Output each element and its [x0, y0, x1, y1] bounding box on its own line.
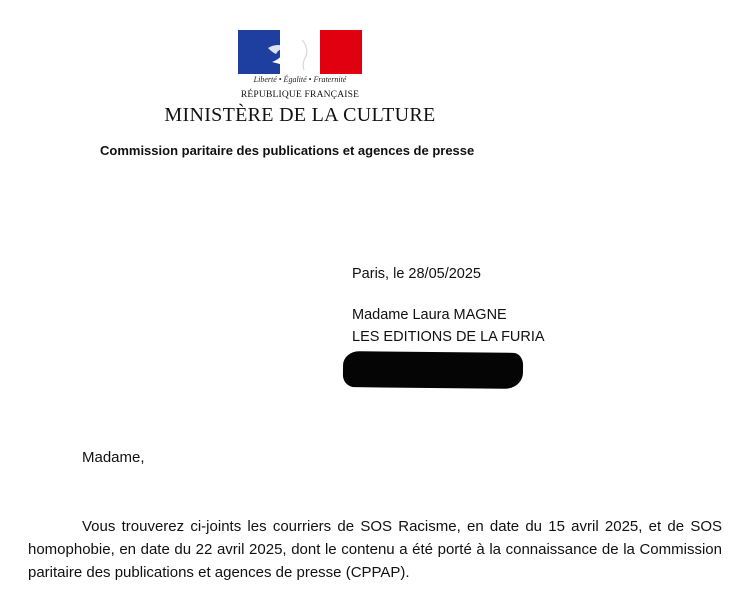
republique-francaise-text: RÉPUBLIQUE FRANÇAISE	[240, 90, 360, 100]
letter-body-paragraph: Vous trouverez ci-joints les courriers de SOS Racisme, en date du 15 avril 2025, et de SOS homophobie, en date du 22 avril 2025, dont le contenu a été porté à la connaissance de la Commission paritaire des publications et agences de presse (CPPAP).	[28, 518, 722, 581]
letter-date: Paris, le 28/05/2025	[352, 266, 481, 282]
commission-name: Commission paritaire des publications et agences de presse	[100, 143, 475, 158]
recipient-name: Madame Laura MAGNE	[352, 307, 507, 323]
motto-text: Liberté • Égalité • Fraternité	[253, 75, 347, 84]
recipient-organization: LES EDITIONS DE LA FURIA	[352, 329, 545, 345]
salutation: Madame,	[82, 449, 145, 466]
ministry-title: MINISTÈRE DE LA CULTURE	[164, 104, 436, 126]
redacted-address	[343, 351, 523, 389]
marianne-logo	[238, 30, 362, 74]
